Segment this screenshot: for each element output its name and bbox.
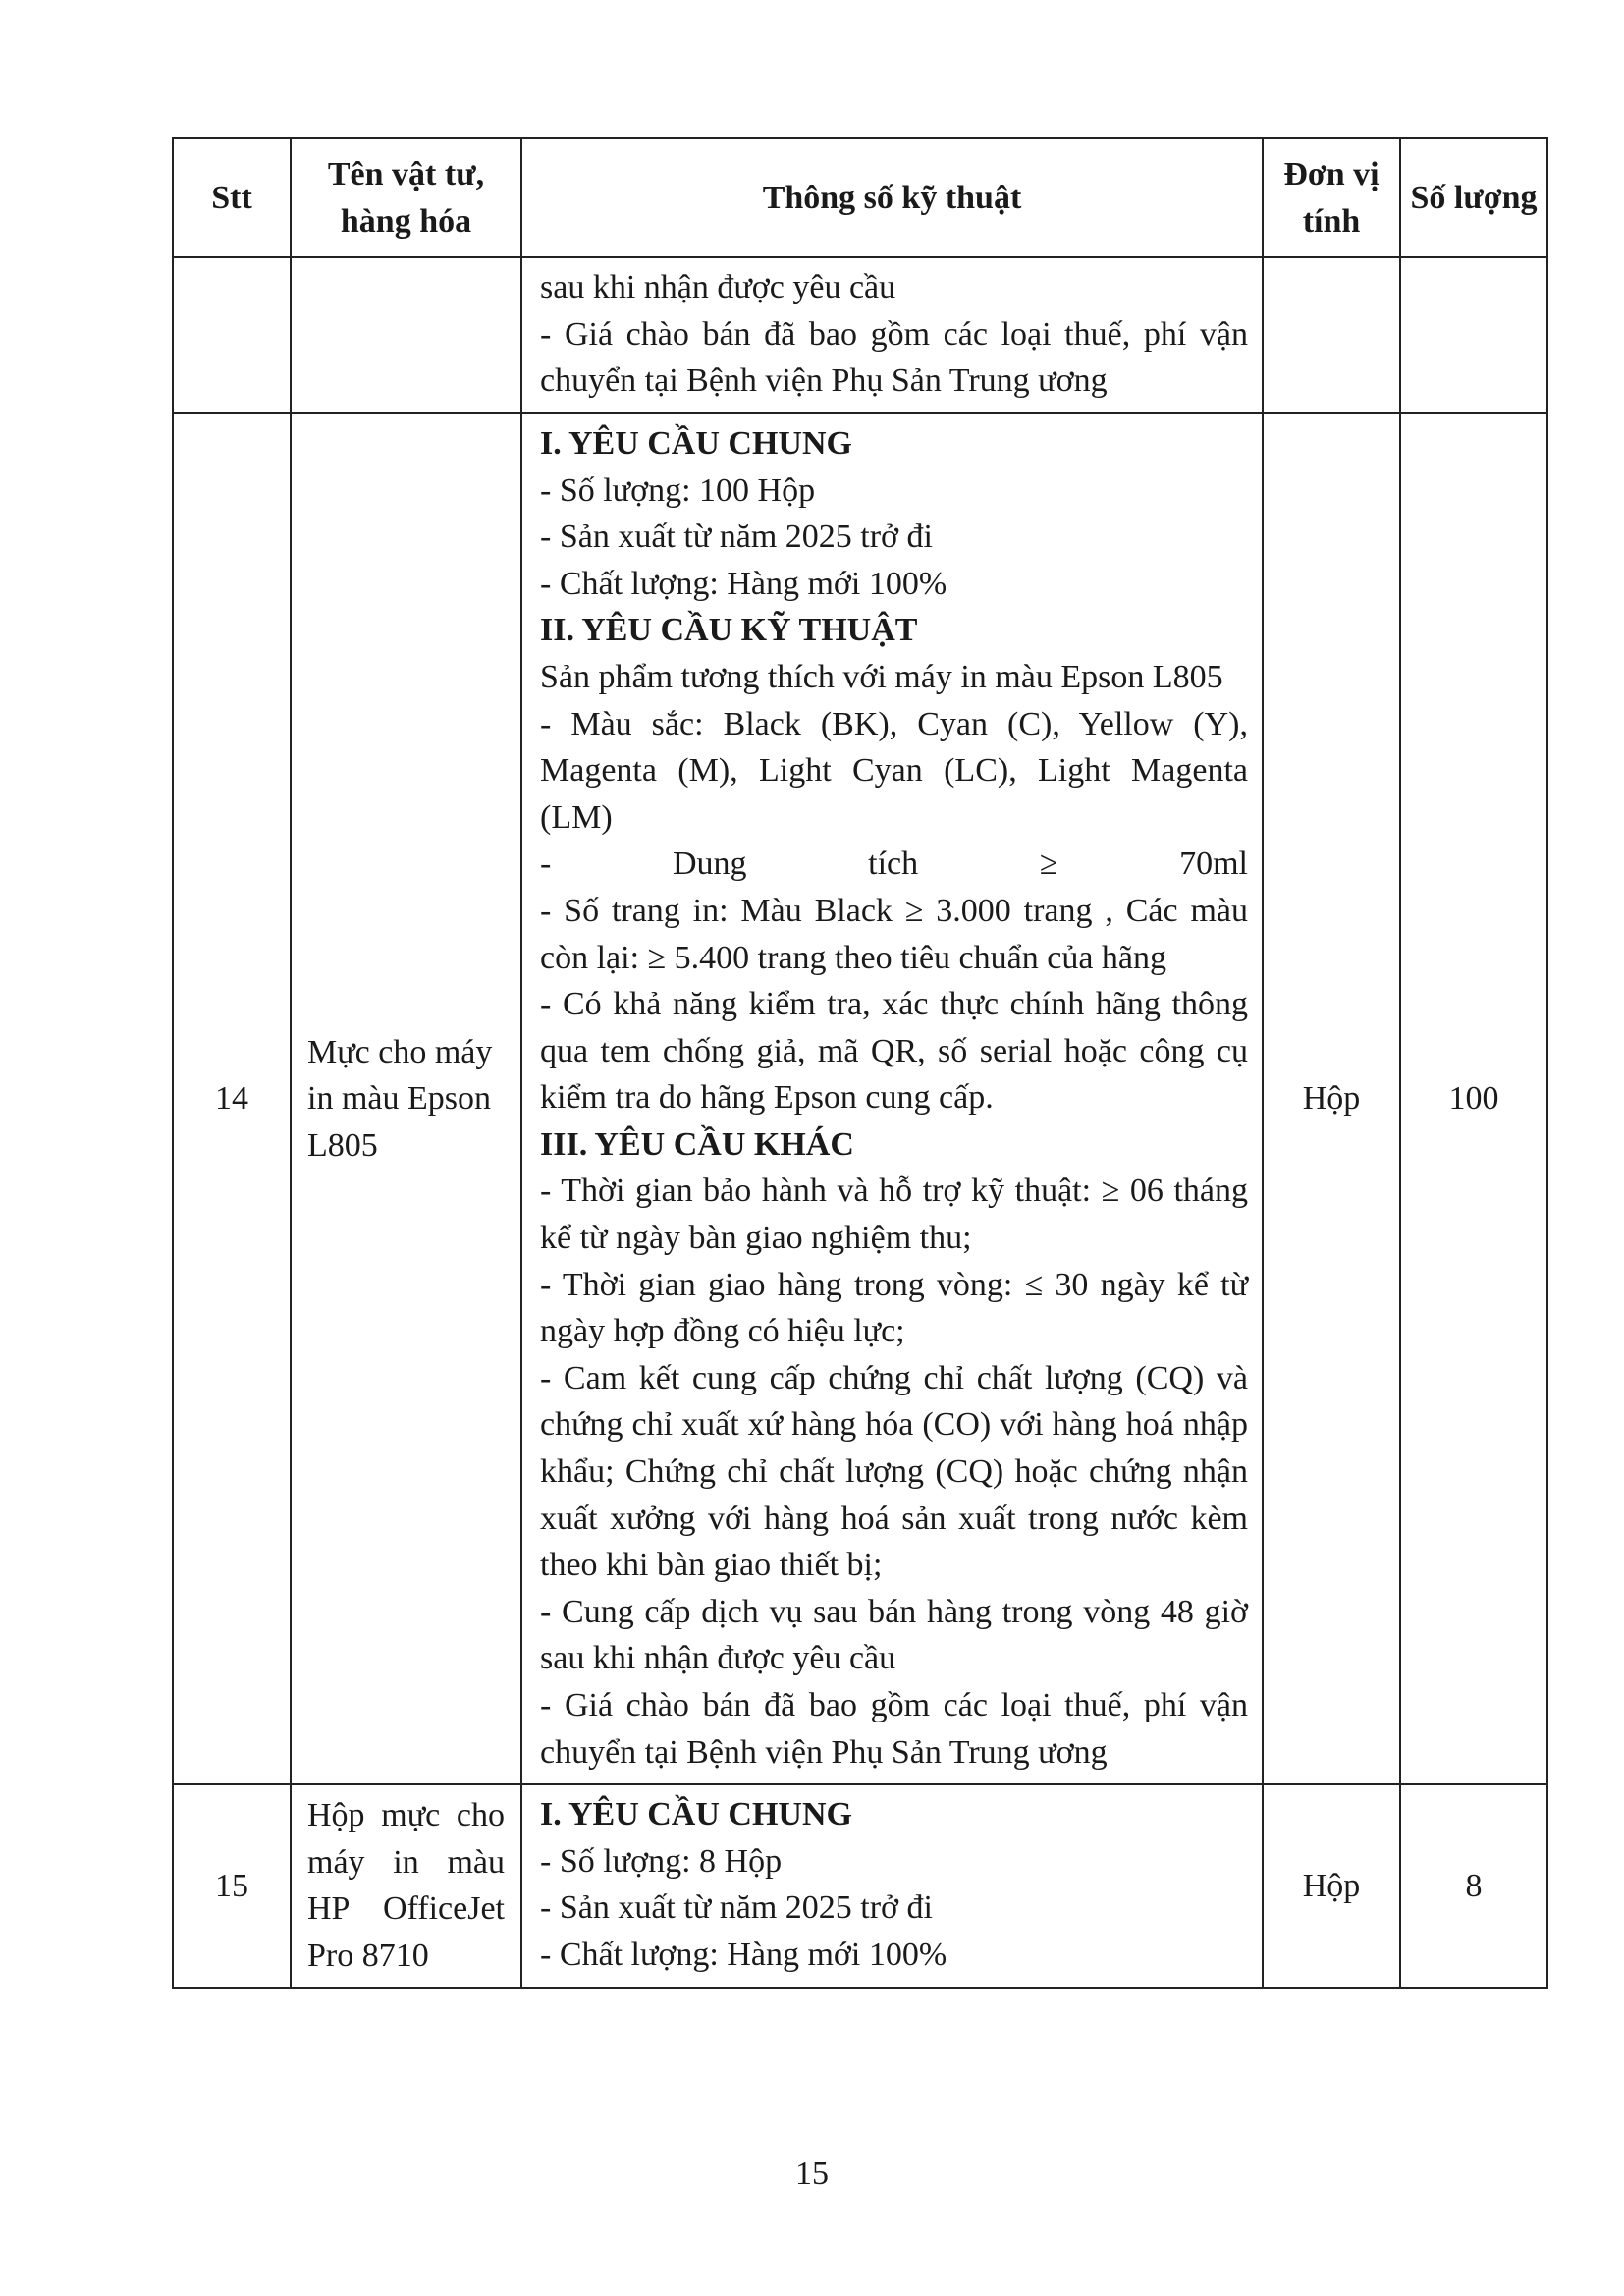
continuation-qty [1400,257,1547,413]
spec-line: - Số lượng: 100 Hộp [540,471,816,509]
spec-line: - Thời gian bảo hành và hỗ trợ kỹ thuật: ≥ 06 tháng kể từ ngày bàn giao nghiệm thu; [540,1173,1248,1257]
item-14-name: Mực cho máy in màu Epson L805 [291,413,521,1784]
header-stt: Stt [173,138,291,257]
continuation-unit [1263,257,1400,413]
spec-line: - Sản xuất từ năm 2025 trở đi [540,519,933,556]
spec-line: - Cung cấp dịch vụ sau bán hàng trong vòng 48 giờ sau khi nhận được yêu cầu [540,1593,1248,1677]
item-14-spec [521,413,1263,1784]
header-unit: Đơn vị tính [1263,138,1400,257]
spec-line: - Giá chào bán đã bao gồm các loại thuế, phí vận [540,315,1248,353]
item-15-qty: 8 [1400,1784,1547,1987]
spec-line: - Sản xuất từ năm 2025 trở đi [540,1889,933,1927]
spec-line: - Số trang in: Màu Black ≥ 3.000 trang , Các màu còn lại: ≥ 5.400 trang theo tiêu chuẩn của hãng [540,892,1248,976]
item-14-section-1-title: I. YÊU CẦU CHUNG [540,424,852,462]
spec-line: - Dung tích ≥ 70ml [540,846,1248,883]
spec-line: - Chất lượng: Hàng mới 100% [540,565,947,602]
spec-line: - Cam kết cung cấp chứng chỉ chất lượng (CQ) và chứng chỉ xuất xứ hàng hóa (CO) với hàng hoá nhập khẩu; Chứng chỉ chất lượng (CQ) hoặc chứng nhận xuất xưởng với hàng hoá sản xuất trong nước kèm theo khi bàn giao thiết bị; [540,1359,1248,1584]
spec-line: - Thời gian giao hàng trong vòng: ≤ 30 ngày kể từ ngày hợp đồng có hiệu lực; [540,1266,1248,1350]
item-14-section-2-title: II. YÊU CẦU KỸ THUẬT [540,612,918,649]
spec-line: Sản phẩm tương thích với máy in màu Epson L805 [540,658,1223,695]
spec-line: - Giá chào bán đã bao gồm các loại thuế, phí vận chuyển tại Bệnh viện Phụ Sản Trung ương [540,1687,1248,1771]
item-15-name: Hộp mực cho máy in màu HP OfficeJet Pro 8710 [291,1784,521,1987]
continuation-name [291,257,521,413]
continuation-stt [173,257,291,413]
header-qty: Số lượng [1400,138,1547,257]
item-14-unit: Hộp [1263,413,1400,1784]
table-row [173,1784,1547,1987]
table-row [173,257,1547,413]
spec-line: - Có khả năng kiểm tra, xác thực chính hãng thông qua tem chống giả, mã QR, số serial hoặc công cụ kiểm tra do hãng Epson cung cấp. [540,986,1248,1117]
spec-line: chuyển tại Bệnh viện Phụ Sản Trung ương [540,362,1108,400]
item-15-stt: 15 [173,1784,291,1987]
spec-line: - Màu sắc: Black (BK), Cyan (C), Yellow (Y), Magenta (M), Light Cyan (LC), Light Magenta (LM) [540,705,1248,836]
spec-line: sau khi nhận được yêu cầu [540,269,896,306]
item-15-unit: Hộp [1263,1784,1400,1987]
table-row [173,413,1547,1784]
item-15-spec [521,1784,1263,1987]
header-name: Tên vật tư, hàng hóa [291,138,521,257]
table-header-row [173,138,1547,257]
continuation-spec [521,257,1263,413]
page-number: 15 [795,2156,829,2192]
item-14-stt: 14 [173,413,291,1784]
header-spec: Thông số kỹ thuật [521,138,1263,257]
spec-line: - Số lượng: 8 Hộp [540,1842,783,1880]
item-14-section-3-title: III. YÊU CẦU KHÁC [540,1125,854,1163]
item-14-qty: 100 [1400,413,1547,1784]
spec-line: - Chất lượng: Hàng mới 100% [540,1936,947,1973]
item-15-section-1-title: I. YÊU CẦU CHUNG [540,1796,852,1833]
spec-table [172,137,1548,1989]
